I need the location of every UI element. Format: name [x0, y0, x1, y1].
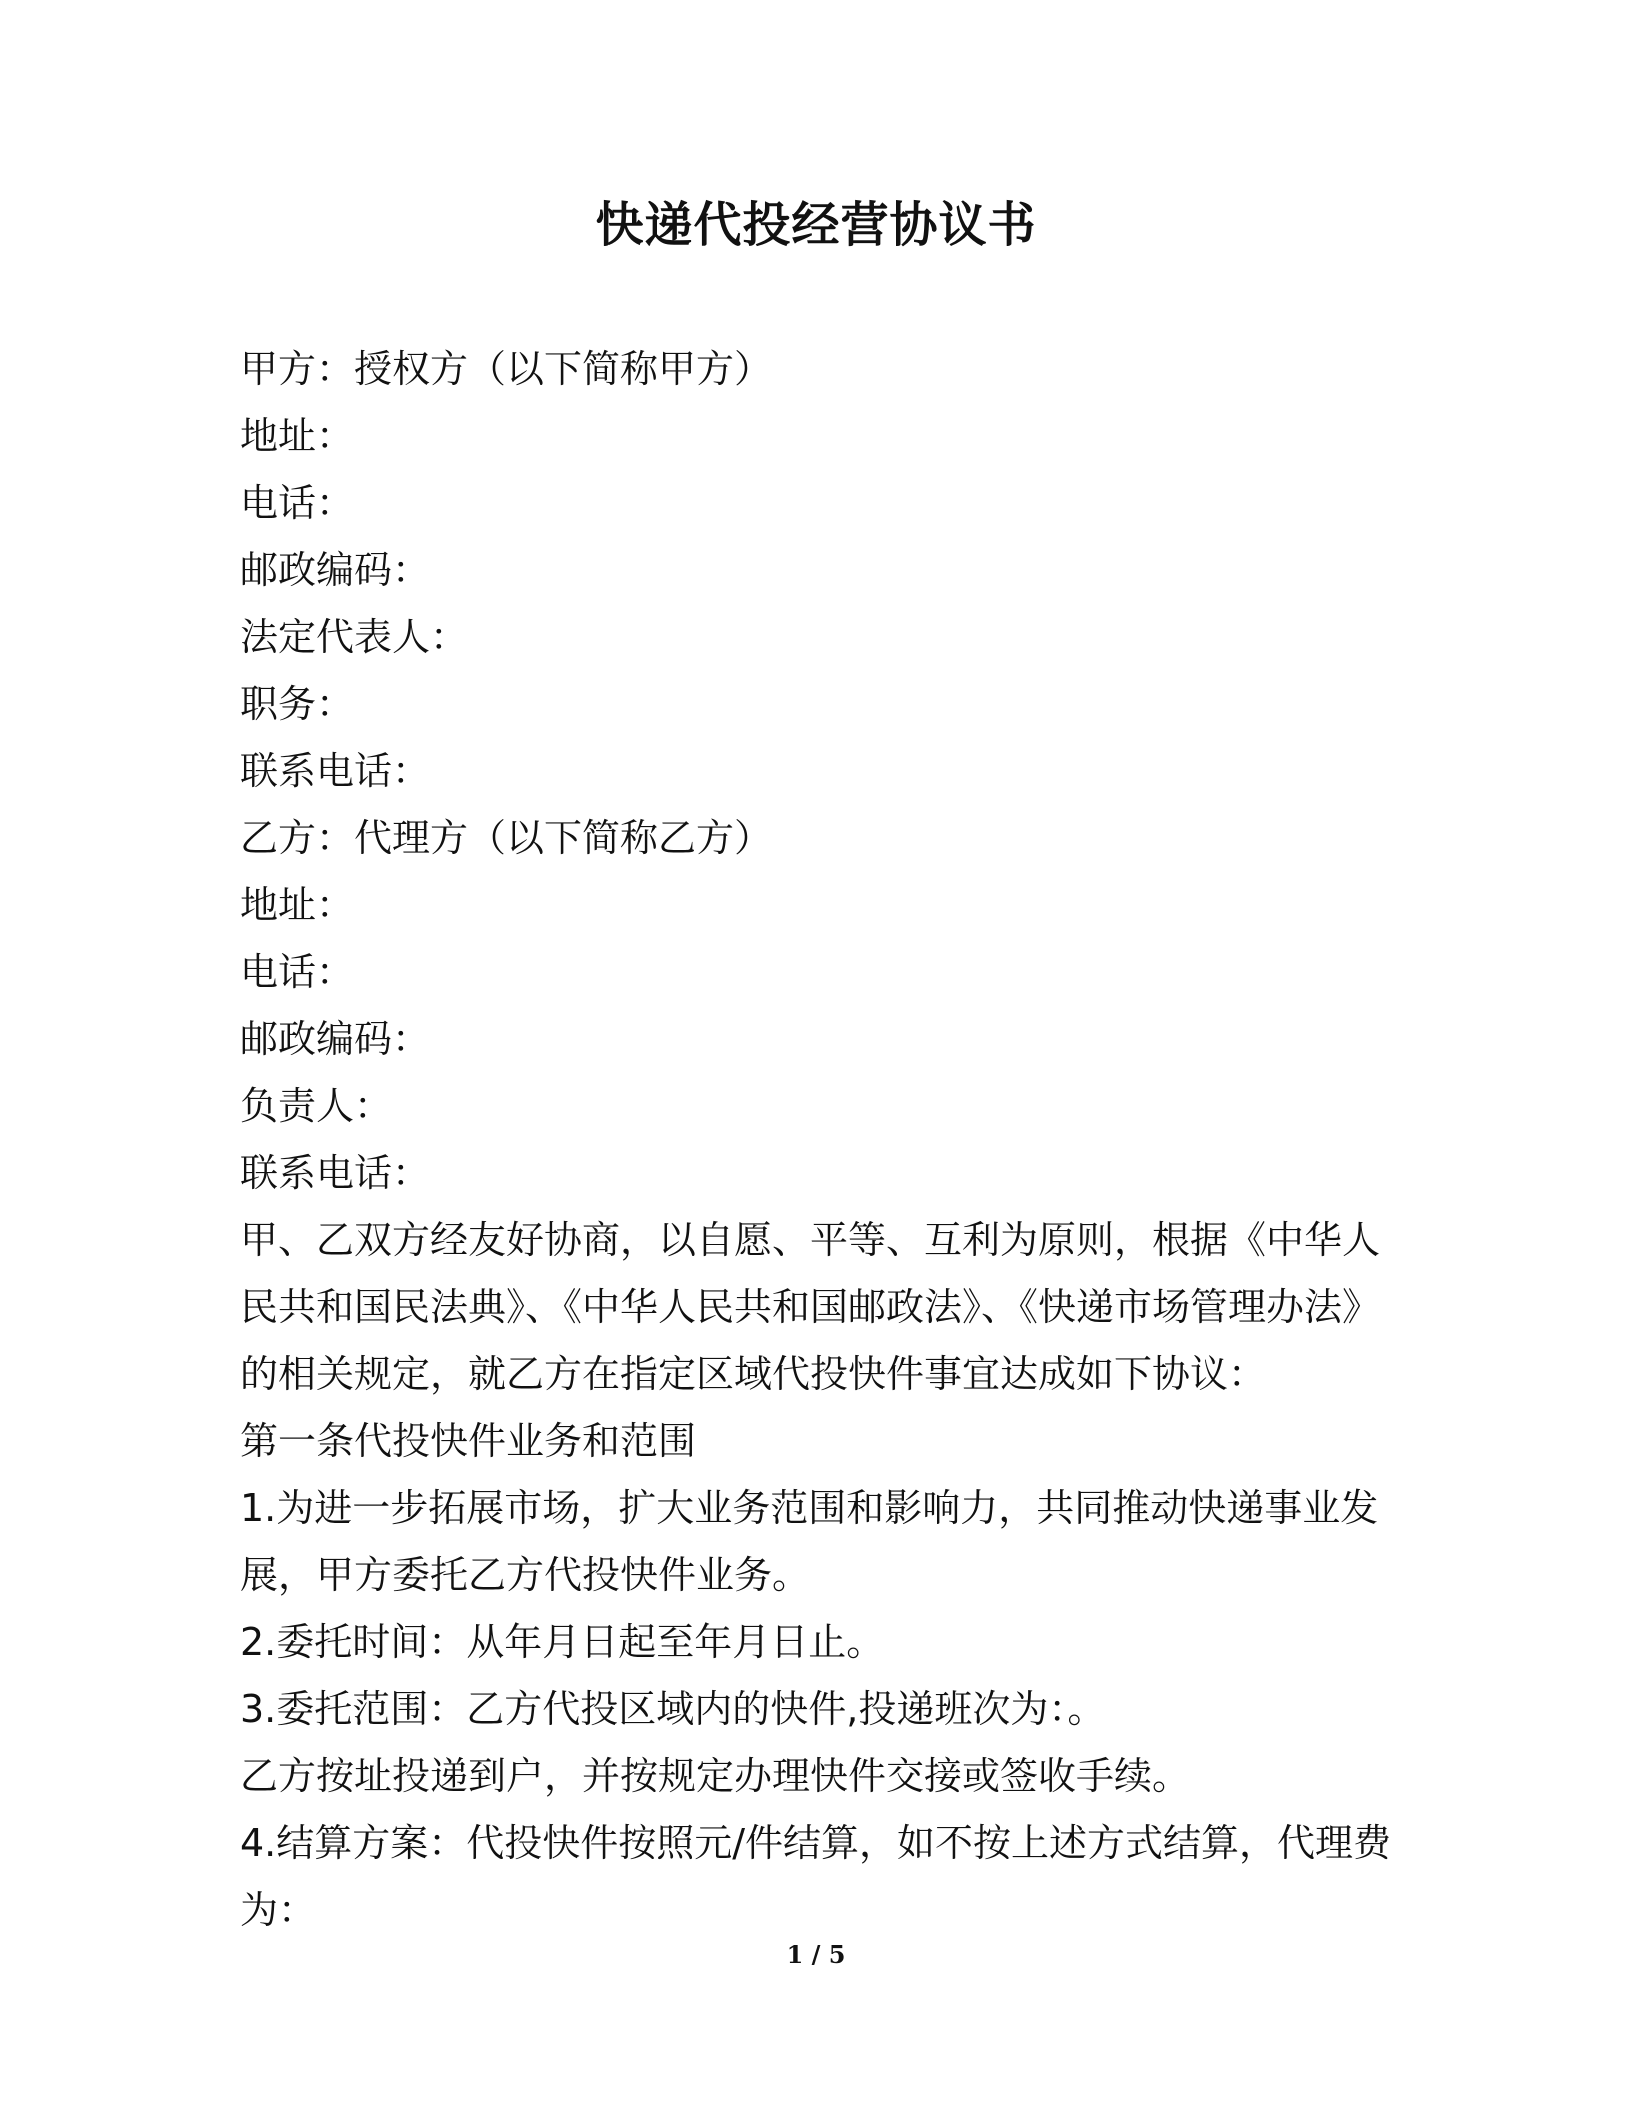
page-number: 1 / 5	[786, 1940, 846, 1969]
party-b-phone: 电话：	[240, 950, 355, 994]
party-b-address: 地址：	[240, 883, 355, 927]
party-a-postal-code: 邮政编码：	[240, 548, 431, 592]
party-a-address: 地址：	[240, 414, 355, 458]
party-a-phone: 电话：	[240, 481, 355, 525]
party-b-postal-code: 邮政编码：	[240, 1017, 431, 1061]
party-a-heading: 甲方：授权方（以下简称甲方）	[240, 347, 773, 391]
preamble-paragraph: 甲、乙双方经友好协商，以自愿、平等、互利为原则，根据《中华人民共和国民法典》、《中华人民共和国邮政法》、《快递市场管理办法》的相关规定，就乙方在指定区域代投快件事宜达成如下协议：	[240, 1218, 1381, 1396]
article1-item4: 4.结算方案：代投快件按照元/件结算，如不按上述方式结算，代理费为：	[240, 1821, 1392, 1932]
party-b-person-in-charge: 负责人：	[240, 1084, 393, 1128]
article1-item3-note: 乙方按址投递到户，并按规定办理快件交接或签收手续。	[240, 1754, 1191, 1798]
party-b-heading: 乙方：代理方（以下简称乙方）	[240, 816, 773, 860]
party-b-contact-phone: 联系电话：	[240, 1151, 431, 1195]
article1-heading: 第一条代投快件业务和范围	[240, 1419, 697, 1463]
article1-item3: 3.委托范围：乙方代投区域内的快件,投递班次为：。	[240, 1687, 1106, 1731]
party-a-contact-phone: 联系电话：	[240, 749, 431, 793]
document-body	[240, 336, 1400, 1944]
party-a-position: 职务：	[240, 682, 355, 726]
party-a-legal-rep: 法定代表人：	[240, 615, 469, 659]
article1-item2: 2.委托时间：从年月日起至年月日止。	[240, 1620, 885, 1664]
document-title: 快递代投经营协议书	[595, 197, 1037, 253]
article1-item1: 1.为进一步拓展市场，扩大业务范围和影响力，共同推动快递事业发展，甲方委托乙方代投快件业务。	[240, 1486, 1379, 1597]
